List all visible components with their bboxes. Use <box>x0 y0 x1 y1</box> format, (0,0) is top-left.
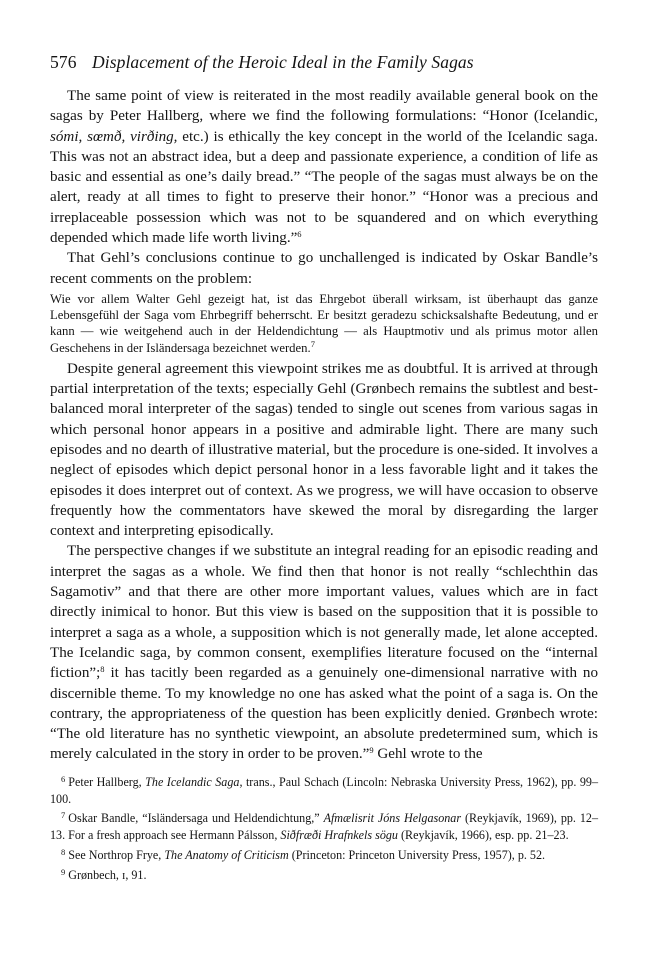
footnote-number: 6 <box>61 773 66 784</box>
footnote-number: 8 <box>61 846 66 857</box>
footnote-text: Peter Hallberg, <box>68 774 146 789</box>
running-header <box>50 52 598 86</box>
footnote-ref-8[interactable]: 8 <box>100 664 105 675</box>
paragraph-1-text: The same point of view is reiterated in the most readily available general book on the sagas by Peter Hallberg, where we find the following formulations: “Honor (Icelandic, <box>50 88 598 125</box>
footnote-7 <box>50 807 598 844</box>
footnote-ref-6[interactable]: 6 <box>297 229 302 240</box>
running-title: Displacement of the Heroic Ideal in the Family Sagas <box>92 52 474 72</box>
block-quote <box>50 291 598 356</box>
paragraph-1 <box>50 86 598 248</box>
paragraph-1-text-cont: etc.) is ethically the key concept in the world of the Icelandic saga. This was not an abstract idea, but a deep and passionate experience, a condition of life as basic and essential as one’s daily bread.” “The people of the sagas must always be on the alert, ready at all times to fight to preserve their honor.” “Honor was a precious and irreplaceable possession which was not to be squandered and on which everything depended which made life worth living.” <box>50 128 599 247</box>
footnote-9 <box>50 864 598 884</box>
main-text-continued <box>50 359 598 765</box>
footnote-text: Oskar Bandle, “Isländersaga und Heldendichtung,” <box>68 811 324 826</box>
footnote-ref-9[interactable]: 9 <box>369 745 374 756</box>
footnote-text: trans., Paul Schach (Lincoln: Nebraska University Press, 1962), pp. 99–100. <box>50 774 598 806</box>
footnote-number: 9 <box>61 866 66 877</box>
footnote-text: See Northrop Frye, <box>68 847 165 862</box>
paragraph-2 <box>50 248 598 289</box>
footnote-ref-7[interactable]: 7 <box>310 338 315 349</box>
icelandic-terms: sómi, sœmð, virðing, <box>50 128 178 145</box>
paragraph-4 <box>50 541 598 764</box>
footnote-title: The Anatomy of Criticism <box>164 847 289 862</box>
footnote-number: 7 <box>61 810 66 821</box>
footnote-text: (Reykjavík, 1966), esp. pp. 21–23. <box>397 828 569 843</box>
main-text <box>50 86 598 289</box>
footnote-6 <box>50 771 598 808</box>
footnote-text: (Reykjavík, 1969), pp. 12–13. For a fresh approach see Hermann Pálsson, <box>50 811 598 843</box>
footnote-title: The Icelandic Saga, <box>145 774 243 789</box>
paragraph-3-text: Despite general agreement this viewpoint strikes me as doubtful. It is arrived at through partial interpretation of the texts; especially Gehl (Grønbech remains the subtlest and best-balanced moral interpreter of the sagas) tended to single out scenes from various sagas in which personal honor appears in a positive and admirable light. There are many such episodes and no dearth of illustrative material, but the procedure is one-sided. It involves a neglect of episodes which depict personal honor in a less favorable light and it takes the episodes it does interpret out of context. As we progress, we will have occasion to observe frequently how the commentators have skewed the moral by disregarding the larger context and interpreting episodically. <box>50 360 598 540</box>
footnote-text: Grønbech, ɪ, 91. <box>68 867 147 882</box>
quote-text: Wie vor allem Walter Gehl gezeigt hat, ist das Ehrgebot überall wirksam, ist überhaupt das ganze Lebensgefühl der Saga vom Ehrbegriff beherrscht. Er besitzt geradezu schicksalshafte Bedeutung, und er kann — wie weitgehend auch in der Heldendichtung — als Hauptmotiv und als primus motor allen Geschehens in der Isländersaga bezeichnet werden. <box>50 291 598 355</box>
footnote-title: Siðfræði Hrafnkels sögu <box>280 828 398 843</box>
footnotes <box>50 771 598 884</box>
paragraph-4-text: The perspective changes if we substitute an integral reading for an episodic reading and interpret the sagas as a whole. We find then that honor is not really “schlechthin das Sagamotiv” and that there are other more important values, values which are in fact directly inimical to honor. But this view is based on the supposition that it is possible to interpret a saga as a whole, a supposition which is not generally made, let alone accepted. The Icelandic saga, by common consent, exemplifies literature focused on the “internal fiction”; <box>50 543 598 682</box>
paragraph-4-text-end: Gehl wrote to the <box>373 746 483 763</box>
paragraph-3 <box>50 359 598 542</box>
footnote-title: Afmælisrit Jóns Helgasonar <box>323 811 462 826</box>
book-page <box>50 52 598 884</box>
footnote-text: (Princeton: Princeton University Press, 1957), p. 52. <box>288 847 546 862</box>
paragraph-4-text-cont: it has tacitly been regarded as a genuinely one-dimensional narrative with no discernible theme. To my knowledge no one has asked what the point of a saga is. On the contrary, the appropriateness of the question has been explicitly denied. Grønbech wrote: “The old literature has no synthetic viewpoint, an absolute predetermined sum, which is merely calculated in the story in order to be proven.” <box>50 665 598 763</box>
footnote-8 <box>50 844 598 864</box>
page-number: 576 <box>50 52 77 72</box>
paragraph-2-text: That Gehl’s conclusions continue to go unchallenged is indicated by Oskar Bandle’s recent comments on the problem: <box>50 250 598 287</box>
